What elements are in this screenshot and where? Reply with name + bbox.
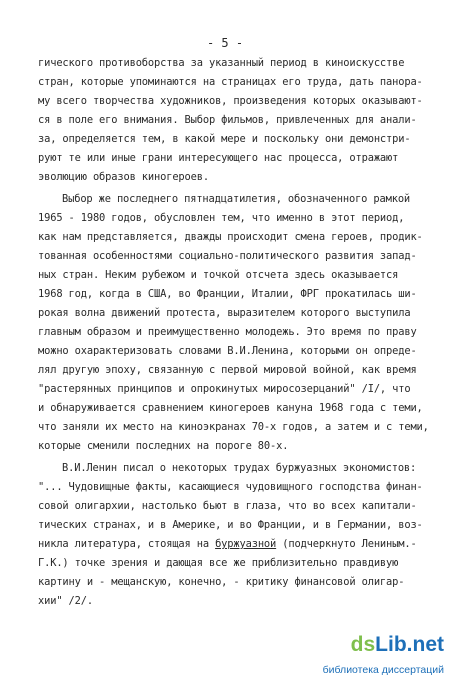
text-line: тованная особенностями социально-политического развития запад-	[38, 250, 417, 262]
text-line: за, определяется тем, в какой мере и поскольку они демонстри-	[38, 133, 411, 145]
text-line: стран, которые упоминаются на страницах его труда, дать панора-	[38, 76, 423, 88]
text-line: рокая волна движений протеста, выразителем которого выступила	[38, 307, 411, 319]
text-line: "растерянных принципов и опрокинутых миросозерцаний" /I/, что	[38, 383, 411, 395]
text-segment: никла литература, стоящая на	[38, 538, 216, 550]
text-line: лял другую эпоху, связанную с первой мировой войной, как время	[38, 364, 417, 376]
text-line: руют те или иные грани интересующего нас процесса, отражают	[38, 152, 399, 164]
text-line: 1968 год, когда в США, во Франции, Италии, ФРГ прокатилась ши-	[38, 288, 417, 300]
text-line: Выбор же последнего пятнадцатилетия, обозначенного рамкой	[62, 193, 411, 205]
text-line: можно охарактеризовать словами В.И.Ленина, которыми он опреде-	[38, 345, 417, 357]
text-line: гического противоборства за указанный период в киноискусстве	[38, 57, 405, 69]
text-line: му всего творчества художников, произведения которых оказывают-	[38, 95, 423, 107]
watermark-subtitle: библиотека диссертаций	[322, 664, 444, 676]
text-line: как нам представляется, дважды происходит смена героев, продик-	[38, 231, 423, 243]
dslib-logo	[326, 632, 444, 658]
logo-net: .net	[406, 633, 444, 656]
text-line: которые сменили последних на пороге 80-х.	[38, 440, 289, 452]
text-line: В.И.Ленин писал о некоторых трудах буржуазных экономистов:	[62, 462, 417, 474]
text-line: Г.К.) точке зрения и дающая все же приблизительно правдивую	[38, 557, 399, 569]
text-line: хии" /2/.	[38, 595, 93, 607]
underlined-word: буржуазной	[215, 538, 277, 550]
text-line: ся в поле его внимания. Выбор фильмов, привлеченных для анали-	[38, 114, 417, 126]
logo-lib: Lib	[375, 633, 407, 656]
page-number: - 5 -	[206, 36, 244, 50]
text-line: что заняли их место на киноэкранах 70-х годов, а затем и с теми,	[38, 421, 429, 433]
text-segment: (подчеркнуто Лениным.-	[276, 538, 417, 550]
dslib-watermark	[322, 632, 444, 676]
text-line: ных стран. Неким рубежом и точкой отсчета здесь оказывается	[38, 269, 399, 281]
text-line: 1965 - 1980 годов, обусловлен тем, что именно в этот период,	[38, 212, 405, 224]
logo-ds: ds	[350, 633, 376, 656]
text-line: "... Чудовищные факты, касающиеся чудовищного господства финан-	[38, 481, 423, 493]
text-line: главным образом и преимущественно молодежь. Это время по праву	[38, 326, 417, 338]
text-line	[38, 538, 417, 550]
text-line: эволюцию образов киногероев.	[38, 171, 209, 183]
text-line: и обнаруживается сравнением киногероев кануна 1968 года с теми,	[38, 402, 423, 414]
text-line: совой олигархии, настолько бьют в глаза, что во всех капитали-	[38, 500, 417, 512]
text-line: тических странах, и в Америке, и во Франции, и в Германии, воз-	[38, 519, 423, 531]
text-line: картину и - мещанскую, конечно, - критику финансовой олигар-	[38, 576, 405, 588]
